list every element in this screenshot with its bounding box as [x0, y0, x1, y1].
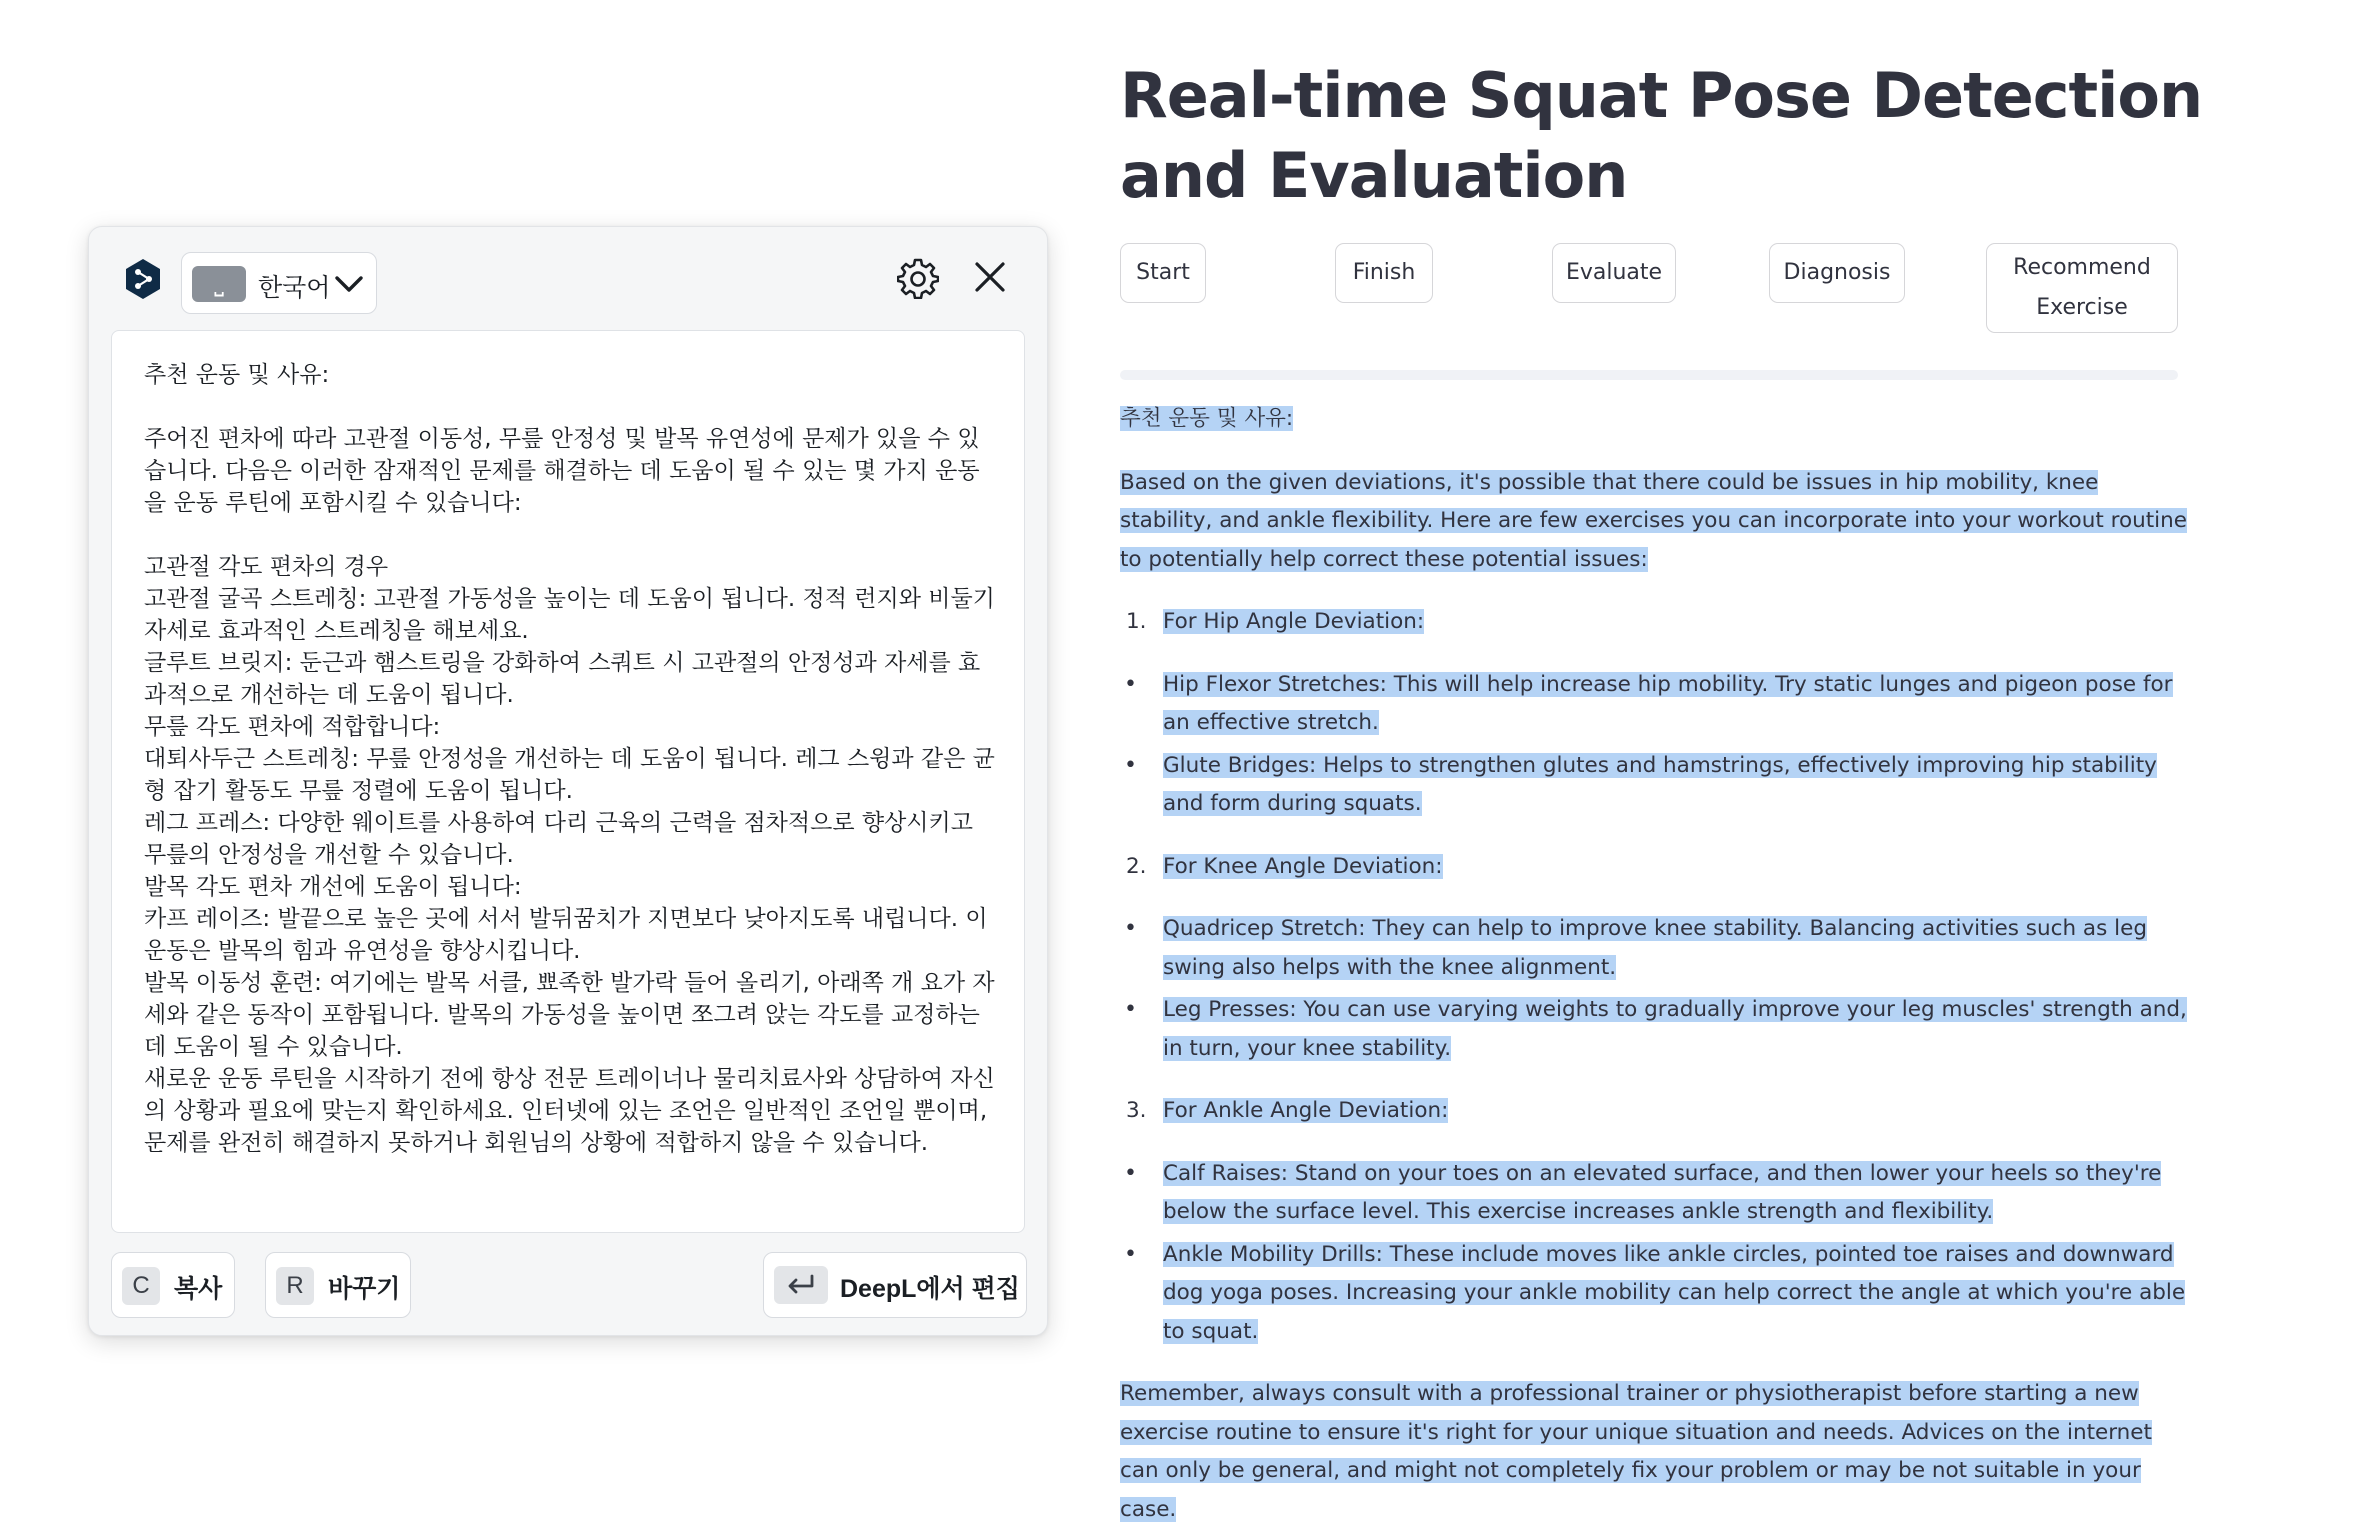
result-content — [1120, 400, 2190, 1529]
bullet-knee-2: Leg Presses: You can use varying weights to gradually improve your leg muscles' strength and, in turn, your knee stability. — [1163, 997, 2187, 1061]
content-heading: 추천 운동 및 사유: — [1120, 406, 1294, 431]
copy-button-label: 복사 — [174, 1275, 223, 1303]
evaluate-button-label: Evaluate — [1565, 260, 1663, 285]
start-button-label: Start — [1136, 260, 1190, 285]
content-intro: Based on the given deviations, it's possible that there could be issues in hip mobility, knee stability, and ankle flexibility. Here are few exercises you can incorporate into your workout routine to potentially help correct these potential issues: — [1120, 469, 2188, 572]
list-item: • Hip Flexor Stretches: This will help increase hip mobility. Try static lunges and pigeon pose for an effective stretch. — [1124, 671, 2173, 735]
list-item: 3. For Ankle Angle Deviation: — [1126, 1098, 1449, 1123]
list-item: • Leg Presses: You can use varying weights to gradually improve your leg muscles' strength and, in turn, your knee stability. — [1124, 997, 2187, 1061]
edit-in-deepl-label: DeepL에서 편집 — [840, 1275, 1020, 1303]
list-item: • Ankle Mobility Drills: These include moves like ankle circles, pointed toe raises and downward dog yoga poses. Increasing your ankle mobility can help correct the angle at which you're able to squat. — [1124, 1241, 2186, 1344]
section-ankle-title: For Ankle Angle Deviation: — [1163, 1098, 1449, 1123]
page-title: Real-time Squat Pose Detection and Evaluation — [1120, 59, 2203, 212]
diagnosis-button[interactable] — [1769, 243, 1905, 303]
deepl-logo-icon — [123, 257, 163, 301]
bullet-ankle-1: Calf Raises: Stand on your toes on an elevated surface, and then lower your heels so they're below the surface level. This exercise increases ankle strength and flexibility. — [1163, 1160, 2162, 1224]
bullet-hip-1: Hip Flexor Stretches: This will help increase hip mobility. Try static lunges and pigeon pose for an effective stretch. — [1163, 671, 2173, 735]
target-language-label: 한국어 — [258, 274, 331, 302]
list-item: • Quadricep Stretch: They can help to improve knee stability. Balancing activities such as leg swing also helps with the knee alignment. — [1124, 916, 2147, 980]
evaluate-button[interactable] — [1552, 243, 1676, 303]
list-item: 2. For Knee Angle Deviation: — [1126, 853, 1443, 879]
bullet-knee-1: Quadricep Stretch: They can help to improve knee stability. Balancing activities such as leg swing also helps with the knee alignment. — [1163, 916, 2147, 980]
list-item: 1. For Hip Angle Deviation: — [1126, 609, 1425, 634]
copy-button[interactable] — [111, 1252, 235, 1318]
finish-button-label: Finish — [1352, 260, 1416, 285]
recommend-button-label-line2: Exercise — [2036, 295, 2128, 320]
progress-bar — [1120, 370, 2178, 380]
space-key-icon: ⎵ — [192, 266, 246, 302]
bullet-ankle-2: Ankle Mobility Drills: These include moves like ankle circles, pointed toe raises and downward dog yoga poses. Increasing your ankle mobility can help correct the angle at which you're able to squat. — [1163, 1241, 2186, 1344]
content-closing: Remember, always consult with a professional trainer or physiotherapist before starting a new exercise routine to ensure it's right for your unique situation and needs. Advices on the internet can only be general, and might not completely fix your problem or may be not suitable in your case. — [1120, 1381, 2152, 1522]
copy-shortcut-key: C — [122, 1267, 160, 1305]
gear-icon[interactable] — [897, 257, 939, 299]
target-language-selector[interactable] — [181, 252, 377, 314]
replace-shortcut-key: R — [276, 1267, 314, 1305]
recommend-exercise-button[interactable] — [1986, 243, 2178, 333]
replace-button[interactable] — [265, 1252, 411, 1318]
edit-in-deepl-button[interactable] — [763, 1252, 1027, 1318]
list-item: • Glute Bridges: Helps to strengthen glutes and hamstrings, effectively improving hip stability and form during squats. — [1124, 752, 2157, 816]
close-icon[interactable] — [973, 260, 1007, 294]
finish-button[interactable] — [1335, 243, 1433, 303]
replace-button-label: 바꾸기 — [328, 1275, 401, 1303]
bullet-hip-2: Glute Bridges: Helps to strengthen glutes and hamstrings, effectively improving hip stability and form during squats. — [1163, 752, 2157, 816]
chevron-down-icon — [334, 271, 364, 297]
section-knee-title: For Knee Angle Deviation: — [1163, 853, 1443, 879]
section-hip-title: For Hip Angle Deviation: — [1163, 609, 1425, 634]
translated-text: 추천 운동 및 사유: 주어진 편차에 따라 고관절 이동성, 무릎 안정성 및 발목 유연성에 문제가 있을 수 있습니다. 다음은 이러한 잠재적인 문제를 해결하는 데 도움이 될 수 있는 몇 가지 운동을 운동 루틴에 포함시킬 수 있습니다: 고관절 각도 편차의 경우 고관절 굴곡 스트레칭: 고관절 가동성을 높이는 데 도움이 됩니다. 정적 런지와 비둘기 자세로 효과적인 스트레칭을 해보세요. 글루트 브릿지: 둔근과 햄스트링을 강화하여 스쿼트 시 고관절의 안정성과 자세를 효과적으로 개선하는 데 도움이 됩니다. 무릎 각도 편차에 적합합니다: 대퇴사두근 스트레칭: 무릎 안정성을 개선하는 데 도움이 됩니다. 레그 스윙과 같은 균형 잡기 활동도 무릎 정렬에 도움이 됩니다. 레그 프레스: 다양한 웨이트를 사용하여 다리 근육의 근력을 점차적으로 향상시키고 무릎의 안정성을 개선할 수 있습니다. 발목 각도 편차 개선에 도움이 됩니다: 카프 레이즈: 발끝으로 높은 곳에 서서 발뒤꿈치가 지면보다 낮아지도록 내립니다. 이 운동은 발목의 힘과 유연성을 향상시킵니다. 발목 이동성 훈련: 여기에는 발목 서클, 뾰족한 발가락 들어 올리기, 아래쪽 개 요가 자세와 같은 동작이 포함됩니다. 발목의 가동성을 높이면 쪼그려 앉는 각도를 교정하는 데 도움이 될 수 있습니다. 새로운 운동 루틴을 시작하기 전에 항상 전문 트레이너나 물리치료사와 상담하여 자신의 상황과 필요에 맞는지 확인하세요. 인터넷에 있는 조언은 일반적인 조언일 뿐이며, 문제를 완전히 해결하지 못하거나 회원님의 상황에 적합하지 않을 수 있습니다. — [144, 362, 995, 1156]
diagnosis-button-label: Diagnosis — [1783, 260, 1891, 285]
start-button[interactable] — [1120, 243, 1206, 303]
translation-output[interactable] — [111, 330, 1025, 1233]
deepl-translation-popup — [88, 226, 1048, 1336]
enter-icon — [774, 1266, 828, 1304]
recommend-button-label-line1: Recommend — [2013, 255, 2151, 280]
list-item: • Calf Raises: Stand on your toes on an elevated surface, and then lower your heels so they're below the surface level. This exercise increases ankle strength and flexibility. — [1124, 1160, 2162, 1224]
